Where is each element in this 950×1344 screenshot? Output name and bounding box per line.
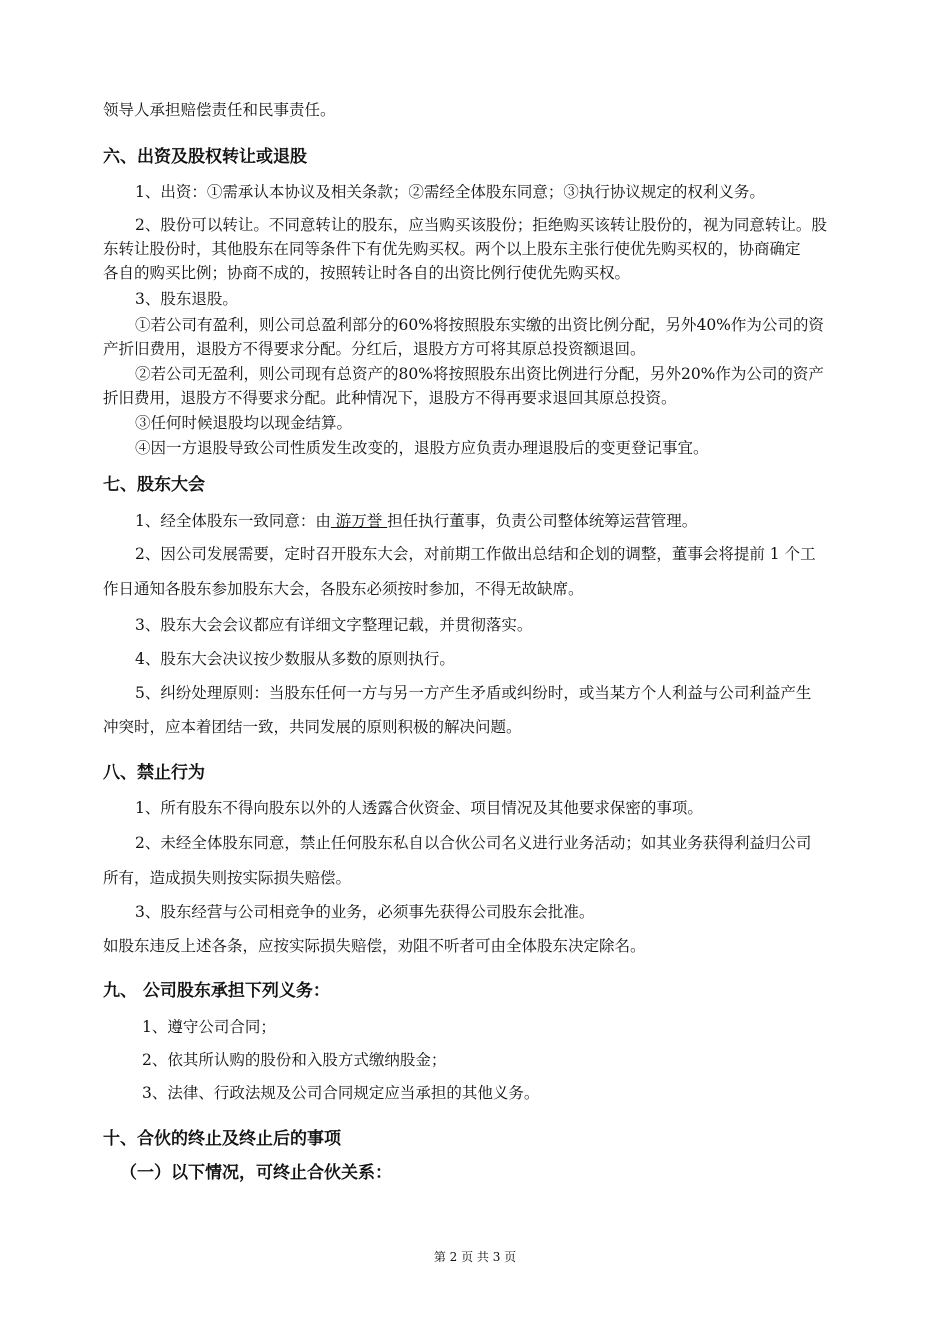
paragraph-line: ③任何时候退股均以现金结算。 [135, 414, 353, 432]
paragraph-line: 折旧费用，退股方不得要求分配。此种情况下，退股方不得再要求退回其原总投资。 [103, 389, 677, 407]
page-footer: 第 2 页 共 3 页 [433, 1250, 517, 1264]
section-heading-7: 七、股东大会 [103, 475, 205, 495]
text-fragment: 1、经全体股东一致同意：由 [135, 512, 331, 530]
paragraph-line: ①若公司有盈利，则公司总盈利部分的60%将按照股东实缴的出资比例分配，另外40%作为公司的资 [135, 316, 824, 334]
paragraph-line: 作日通知各股东参加股东大会，各股东必须按时参加，不得无故缺席。 [103, 580, 584, 598]
text-fragment: 担任执行董事，负责公司整体统筹运营管理。 [387, 512, 698, 530]
subsection-heading: （一）以下情况，可终止合伙关系： [120, 1163, 392, 1183]
paragraph-line: 2、依其所认购的股份和入股方式缴纳股金； [142, 1051, 447, 1069]
paragraph-line: 领导人承担赔偿责任和民事责任。 [103, 101, 336, 119]
paragraph-line: 3、股东经营与公司相竞争的业务，必须事先获得公司股东会批准。 [135, 903, 595, 921]
paragraph-line: 2、因公司发展需要，定时召开股东大会，对前期工作做出总结和企划的调整，董事会将提前 1 个工 [135, 545, 816, 563]
section-heading-8: 八、禁止行为 [103, 763, 205, 783]
paragraph-line: 2、股份可以转让。不同意转让的股东，应当购买该股份；拒绝购买该转让股份的，视为同意转让。股 [135, 216, 827, 234]
paragraph-line: 1、遵守公司合同； [142, 1018, 276, 1036]
section-heading-10: 十、合伙的终止及终止后的事项 [103, 1129, 341, 1149]
paragraph-line: 3、法律、行政法规及公司合同规定应当承担的其他义务。 [142, 1084, 540, 1102]
paragraph-line: ②若公司无盈利，则公司现有总资产的80%将按照股东出资比例进行分配，另外20%作为公司的资产 [135, 365, 824, 383]
paragraph-line: 东转让股份时，其他股东在同等条件下有优先购买权。两个以上股东主张行使优先购买权的，协商确定 [103, 240, 801, 258]
paragraph-line: 如股东违反上述各条，应按实际损失赔偿，劝阻不听者可由全体股东决定除名。 [103, 937, 646, 955]
paragraph-line: 所有，造成损失则按实际损失赔偿。 [103, 869, 352, 887]
paragraph-line: 2、未经全体股东同意，禁止任何股东私自以合伙公司名义进行业务活动；如其业务获得利益归公司 [135, 834, 812, 852]
director-name: 游万誉 [330, 512, 388, 530]
paragraph-line: 1、出资：①需承认本协议及相关条款；②需经全体股东同意；③执行协议规定的权利义务。 [135, 183, 765, 201]
paragraph-line: 5、纠纷处理原则：当股东任何一方与另一方产生矛盾或纠纷时，或当某方个人利益与公司利益产生 [135, 684, 812, 702]
paragraph-line: 3、股东退股。 [135, 290, 238, 308]
paragraph-line: 3、股东大会会议都应有详细文字整理记载，并贯彻落实。 [135, 616, 533, 634]
section-heading-6: 六、出资及股权转让或退股 [103, 147, 307, 167]
paragraph-line: 1、所有股东不得向股东以外的人透露合伙资金、项目情况及其他要求保密的事项。 [135, 799, 703, 817]
paragraph-line: ④因一方退股导致公司性质发生改变的，退股方应负责办理退股后的变更登记事宜。 [135, 439, 709, 457]
paragraph-line: 冲突时，应本着团结一致，共同发展的原则积极的解决问题。 [103, 718, 522, 736]
paragraph-line [135, 510, 697, 532]
paragraph-line: 各自的购买比例；协商不成的，按照转让时各自的出资比例行使优先购买权。 [103, 264, 631, 282]
paragraph-line: 4、股东大会决议按少数服从多数的原则执行。 [135, 650, 455, 668]
paragraph-line: 产折旧费用，退股方不得要求分配。分红后，退股方方可将其原总投资额退回。 [103, 340, 646, 358]
section-heading-9: 九、 公司股东承担下列义务： [103, 981, 330, 1001]
